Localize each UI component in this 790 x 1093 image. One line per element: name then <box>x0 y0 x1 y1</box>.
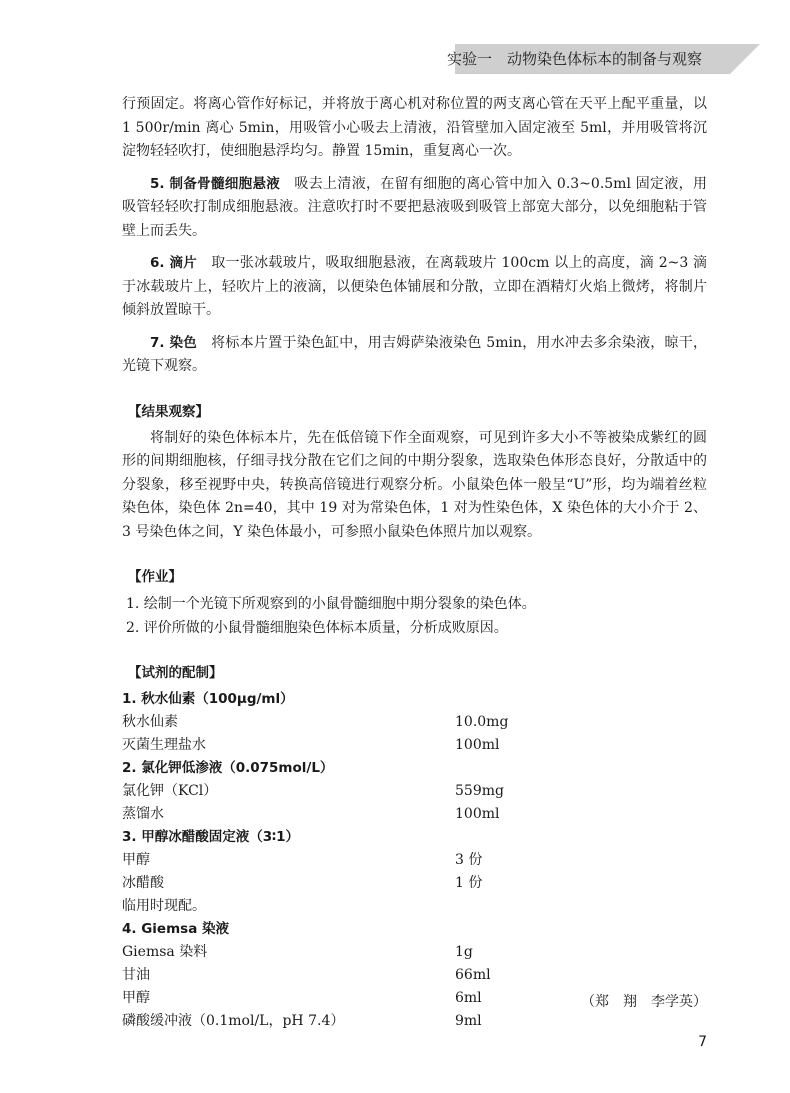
header-bar-tip <box>730 44 760 74</box>
reagent-2-title: 2. 氯化钾低渗液（0.075mol/L） <box>122 760 334 776</box>
step-7-title: 7. 染色 <box>150 334 197 351</box>
reagent-amount: 3 份 <box>455 852 483 868</box>
reagent-name: Giemsa 染料 <box>122 944 208 960</box>
reagent-amount: 100ml <box>455 737 500 753</box>
reagent-row <box>122 849 707 872</box>
author-credit: （郑 翔 李学英） <box>581 994 707 1010</box>
results-heading: 【结果观察】 <box>128 403 209 420</box>
step-5-text: 吸去上清液，在留有细胞的离心管中加入 0.3~0.5ml 固定液，用吸管轻轻吹打制成细胞悬液。注意吹打时不要把悬液吸到吸管上部宽大部分，以免细胞粘于管壁上而丢失。 <box>122 175 707 239</box>
page-number: 7 <box>698 1034 707 1050</box>
step-5-title: 5. 制备骨髓细胞悬液 <box>150 175 281 192</box>
page-body <box>122 93 707 1033</box>
running-header-title: 实验一 动物染色体标本的制备与观察 <box>446 50 702 68</box>
reagent-3-title: 3. 甲醇冰醋酸固定液（3∶1） <box>122 829 299 845</box>
reagent-row <box>122 711 707 734</box>
step-7 <box>122 332 707 379</box>
reagent-amount: 100ml <box>455 806 500 822</box>
reagent-1-title: 1. 秋水仙素（100μg/ml） <box>122 691 294 707</box>
reagent-amount: 6ml <box>455 990 482 1006</box>
reagent-name: 甲醇 <box>122 990 150 1006</box>
homework-item: 1. 绘制一个光镜下所观察到的小鼠骨髓细胞中期分裂象的染色体。 <box>126 596 536 612</box>
step-7-text: 将标本片置于染色缸中，用吉姆萨染液染色 5min，用水冲去多余染液，晾干，光镜下观察。 <box>122 334 708 374</box>
reagent-name: 蒸馏水 <box>122 806 164 822</box>
reagent-3-note: 临用时现配。 <box>122 898 206 914</box>
reagent-name: 甲醇 <box>122 852 150 868</box>
reagent-name: 秋水仙素 <box>122 714 178 730</box>
reagent-4-title: 4. Giemsa 染液 <box>122 921 229 937</box>
reagent-row <box>122 964 707 987</box>
reagents-heading: 【试剂的配制】 <box>128 665 223 681</box>
reagent-name: 氯化钾（KCl） <box>122 783 218 799</box>
reagent-amount: 1g <box>455 944 473 960</box>
step-6-text: 取一张冰载玻片，吸取细胞悬液，在离载玻片 100cm 以上的高度，滴 2~3 滴于冰载玻片上，轻吹片上的液滴，以便染色体铺展和分散，立即在酒精灯火焰上微烤，将制片倾斜放置晾干。 <box>122 255 707 318</box>
reagent-row <box>122 780 707 803</box>
reagent-amount: 1 份 <box>455 875 483 891</box>
step-5 <box>122 173 707 244</box>
reagent-name: 灭菌生理盐水 <box>122 737 206 753</box>
reagent-row <box>122 734 707 757</box>
reagent-amount: 559mg <box>455 783 504 799</box>
homework-heading: 【作业】 <box>128 569 182 585</box>
reagent-amount: 66ml <box>455 967 491 983</box>
reagent-row <box>122 1010 707 1033</box>
results-text: 将制好的染色体标本片，先在低倍镜下作全面观察，可见到许多大小不等被染成紫红的圆形的间期细胞核，仔细寻找分散在它们之间的中期分裂象，选取染色体形态良好，分散适中的分裂象，移至视野中央，转换高倍镜进行观察分析。小鼠染色体一般呈“U”形，均为端着丝粒染色体，染色体 2n=40，其中 19 对为常染色体，1 对为性染色体，X 染色体的大小介于 2、3 号染色体之间，Y 染色体最小，可参照小鼠染色体照片加以观察。 <box>122 429 707 540</box>
step-6-title: 6. 滴片 <box>150 255 198 271</box>
step-4-continued: 行预固定。将离心管作好标记，并将放于离心机对称位置的两支离心管在天平上配平重量，以 1 500r/min 离心 5min，用吸管小心吸去上清液，沿管壁加入固定液至 5ml，并用吸管将沉淀物轻轻吹打，使细胞悬浮均匀。静置 15min，重复离心一次。 <box>122 96 707 159</box>
homework-item: 2. 评价所做的小鼠骨髓细胞染色体标本质量，分析成败原因。 <box>126 620 508 636</box>
step-6 <box>122 252 707 323</box>
reagent-name: 磷酸缓冲液（0.1mol/L，pH 7.4） <box>122 1013 345 1029</box>
reagent-row <box>122 941 707 964</box>
reagent-amount: 9ml <box>455 1013 482 1029</box>
reagent-name: 冰醋酸 <box>122 875 164 891</box>
running-header <box>0 44 790 74</box>
reagent-row <box>122 872 707 895</box>
reagent-amount: 10.0mg <box>455 714 509 730</box>
reagent-row <box>122 803 707 826</box>
reagent-name: 甘油 <box>122 967 150 983</box>
